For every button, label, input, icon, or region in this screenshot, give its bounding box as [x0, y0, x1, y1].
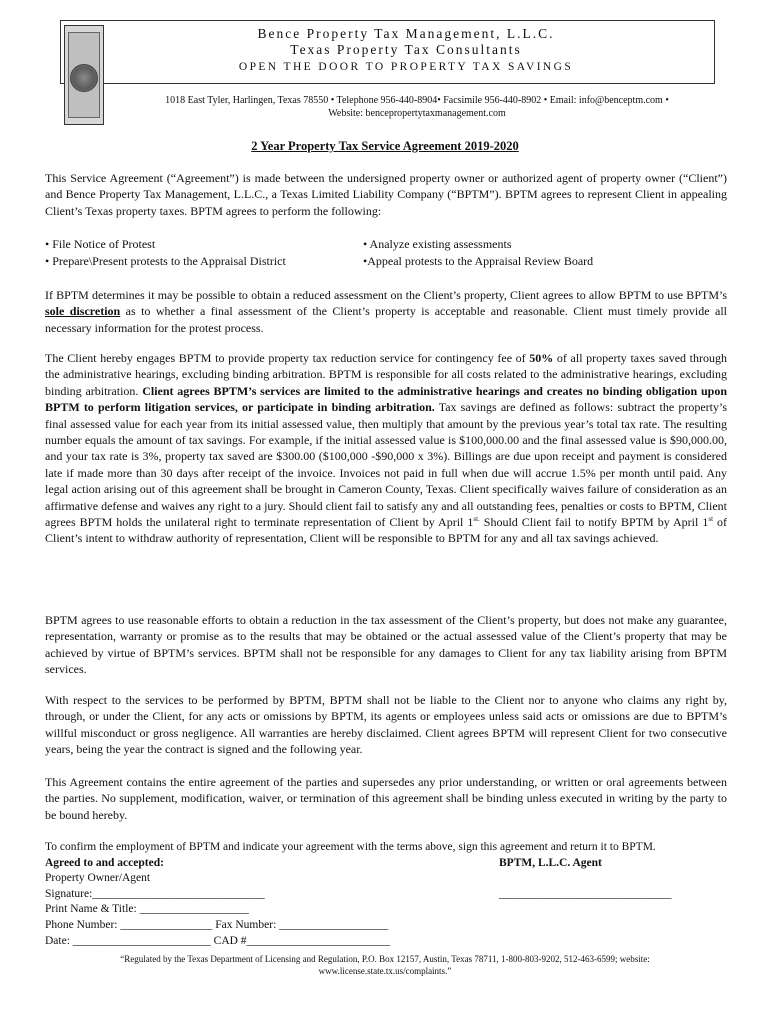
- agent-label: BPTM, L.L.C. Agent: [499, 856, 602, 869]
- print-name-field[interactable]: Print Name & Title: ___________________: [45, 903, 249, 916]
- sole-discretion-emphasis: sole discretion: [45, 304, 121, 319]
- superscript-st-2: st: [708, 515, 714, 524]
- regulatory-footer: [80, 953, 690, 977]
- limitation-clause: Client agrees BPTM’s services are limited to the administrative hearings and creates no binding obligation upon BPTM to perform litigation services, or participate in binding arbitration.: [45, 383, 728, 415]
- contact-line-1: 1018 East Tyler, Harlingen, Texas 78550 • Telephone 956-440-8904• Facsimile 956-440-8902 • Email: info@benceptm.com •: [165, 95, 669, 106]
- phone-fax-field[interactable]: Phone Number: ________________ Fax Number: ___________________: [45, 918, 389, 931]
- agent-signature-field[interactable]: ______________________________: [499, 887, 672, 900]
- list-item: • Prepare\Present protests to the Appraisal District: [45, 253, 286, 268]
- fee-text-4: Should Client fail to notify BPTM by April 1: [479, 515, 709, 530]
- signature-row: [45, 887, 727, 903]
- superscript-st-1: st.: [473, 515, 480, 524]
- discretion-text-1: If BPTM determines it may be possible to obtain a reduced assessment on the Client’s property, Client agrees to allow BPTM to use BPTM’s: [45, 288, 727, 302]
- agreed-row: [45, 856, 727, 872]
- letterhead-text: [102, 26, 710, 75]
- list-item: • Analyze existing assessments: [363, 237, 512, 251]
- list-item: •Appeal protests to the Appraisal Review Board: [363, 253, 594, 268]
- document-title: 2 Year Property Tax Service Agreement 2019-2020: [251, 139, 519, 153]
- texas-seal-icon: [70, 64, 98, 92]
- company-logo: [64, 25, 104, 125]
- company-name: Bence Property Tax Management, L.L.C.: [257, 26, 555, 41]
- signature-intro: To confirm the employment of BPTM and indicate your agreement with the terms above, sign this agreement and return it to BPTM.: [45, 841, 656, 853]
- footer-line-2: www.license.state.tx.us/complaints.”: [318, 966, 452, 976]
- entire-agreement-paragraph: This Agreement contains the entire agreement of the parties and supersedes any prior understanding, or written or oral agreements between the parties. No supplement, modification, waiver, or termination of this agreement shall be binding unless executed in writing by the party to be bound hereby.: [45, 775, 727, 822]
- fee-text-5: of Client’s intent to withdraw authority of representation, Client will be responsible to BPTM for any and all tax savings achieved.: [45, 515, 727, 546]
- signature-block: [45, 840, 727, 949]
- intro-paragraph: This Service Agreement (“Agreement”) is made between the undersigned property owner or authorized agent of property owner (“Client”) and Bence Property Tax Management, L.L.C., a Texas Limited Liability Company (“BPTM”). BPTM agrees to represent Client in appealing Client’s Texas property taxes. BPTM agrees to perform the following:: [45, 171, 727, 218]
- footer-line-1: “Regulated by the Texas Department of Licensing and Regulation, P.O. Box 12157, Austin, Texas 78711, 1-800-803-9202, 512-463-6599; website:: [120, 954, 650, 964]
- discretion-paragraph: [45, 287, 727, 336]
- no-guarantee-paragraph: BPTM agrees to use reasonable efforts to obtain a reduction in the tax assessment of the Client’s property, but does not make any guarantee, representation, warranty or promise as to the results that may be obtained or the actual assessed value of the Client’s property that may be achieved by virtue of BPTM’s services. BPTM shall not be responsible for any damages to Client for any tax liability arising from BPTM services.: [45, 613, 727, 677]
- owner-label: Property Owner/Agent: [45, 872, 151, 885]
- contact-line-2: Website: bencepropertytaxmanagement.com: [328, 108, 506, 119]
- liability-paragraph: With respect to the services to be performed by BPTM, BPTM shall not be liable to the Client nor to anyone who claims any right by, through, or under the Client, for any acts or omissions by BPTM, its agents or employees unless said acts or omissions are due to BPTM’s willful misconduct or gross negligence. All warranties are hereby disclaimed. Client agrees BPTM will represent Client for two consecutive years, being the year the contract is signed and the following year.: [45, 693, 727, 757]
- fee-text-3: Tax savings are defined as follows: subtract the property’s final assessed value for each year from its initial assessed value, then multiply that amount by the previous year’s total tax rate. The resulting number equals the amount of tax savings. For example, if the initial assessed value is $100,000.00 and the final assessed value is $90,000.00, and your tax rate is 3%, property tax saved are $300.00 ($100,000 -$90,000 x 3%). Billings are due upon receipt and payment is considered late if made more than 30 days after receipt of the invoice. Invoices not paid in full when due will accrue 1.5% per month until paid. Any legal action arising out of this agreement shall be brought in Cameron County, Texas. Client specifically waives failure of consideration as an affirmative defense and waives any right to a jury. Should client fail to satisfy any and all outstanding fees, penalties or costs to BPTM, Client agrees BPTM holds the unilateral right to terminate representation of Client by April 1: [45, 400, 727, 530]
- fee-percentage: 50%: [529, 351, 554, 365]
- discretion-text-2: as to whether a final assessment of the Client’s property is acceptable and reasonable. Client must timely provide all necessary information for the protest process.: [45, 304, 727, 335]
- list-item: • File Notice of Protest: [45, 237, 156, 251]
- fee-paragraph: [45, 350, 727, 547]
- signature-field[interactable]: Signature:______________________________: [45, 887, 265, 900]
- services-list-left: [45, 236, 355, 269]
- fee-text-1: The Client hereby engages BPTM to provide property tax reduction service for contingency fee of: [45, 351, 530, 365]
- fee-text-2: of all property taxes saved through the administrative hearings, excluding binding arbitration. BPTM is responsible for all costs related to the administrative hearings, excluding binding arbitration.: [45, 351, 728, 398]
- services-list-right: [363, 236, 723, 269]
- agreed-label: Agreed to and accepted:: [45, 856, 164, 869]
- company-subtitle: Texas Property Tax Consultants: [290, 42, 522, 57]
- contact-info: [102, 94, 732, 120]
- company-slogan: OPEN THE DOOR TO PROPERTY TAX SAVINGS: [238, 61, 574, 73]
- date-cad-field[interactable]: Date: ________________________ CAD #_________________________: [45, 934, 391, 947]
